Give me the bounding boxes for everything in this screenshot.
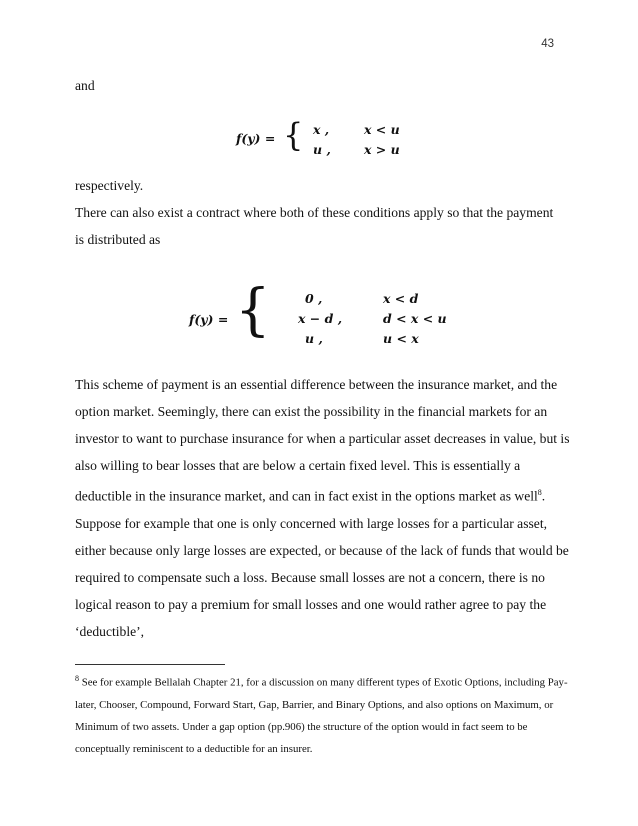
- equation-1-brace: {: [283, 116, 304, 154]
- text-respectively: respectively.: [75, 178, 144, 193]
- footnote-marker: 8: [75, 674, 79, 683]
- equation-2-row-3-value: u ,: [305, 331, 323, 346]
- footnote-reference: 8: [537, 488, 542, 497]
- equation-2-row-1-condition: x < d: [383, 291, 419, 306]
- equation-1-row-1-value: x ,: [313, 122, 330, 137]
- text-and: and: [75, 78, 95, 93]
- footnote-divider: [75, 664, 225, 665]
- equation-2-brace: {: [235, 278, 271, 343]
- equation-2-row-2-condition: d < x < u: [383, 311, 447, 326]
- equation-2-row-1-value: 0 ,: [305, 291, 323, 306]
- paragraph-main-text-2: . Suppose for example that one is only concerned with large losses for a particular asset, either because only large losses are expected, or because of the lack of funds that would be required to compensate such a loss. Because small losses are not a concern, there is no logical reason to pay a premium for small losses and one would rather agree to pay the ‘deductible’,: [75, 488, 569, 639]
- equation-1-lhs: f(y) =: [236, 131, 276, 146]
- paragraph-main: [75, 371, 575, 645]
- equation-2-row-2-value: x − d ,: [298, 311, 343, 326]
- page-number: 43: [541, 38, 554, 50]
- equation-1-row-1-condition: x < u: [364, 122, 400, 137]
- equation-1-row-2-value: u ,: [313, 142, 331, 157]
- equation-2-row-3-condition: u < x: [383, 331, 419, 346]
- footnote: [75, 668, 575, 760]
- paragraph-main-text-1: This scheme of payment is an essential difference between the insurance market, and the option market. Seemingly, there can exist the possibility in the financial markets for an investor to want to purchase insurance for when a particular asset decreases in value, but is also willing to bear losses that are below a certain fixed level. This is essentially a deductible in the insurance market, and can in fact exist in the options market as well: [75, 377, 570, 504]
- equation-1-row-2-condition: x > u: [364, 142, 400, 157]
- paragraph-contract: There can also exist a contract where both of these conditions apply so that the payment is distributed as: [75, 205, 554, 247]
- footnote-text: See for example Bellalah Chapter 21, for a discussion on many different types of Exotic Options, including Pay-later, Chooser, Compound, Forward Start, Gap, Barrier, and Binary Options, and also options on Maximum, or Minimum of two assets. Under a gap option (pp.906) the structure of the option would in fact seem to be conceptually reminiscent to a deductible for an insurer.: [75, 676, 568, 755]
- equation-2-lhs: f(y) =: [189, 312, 229, 327]
